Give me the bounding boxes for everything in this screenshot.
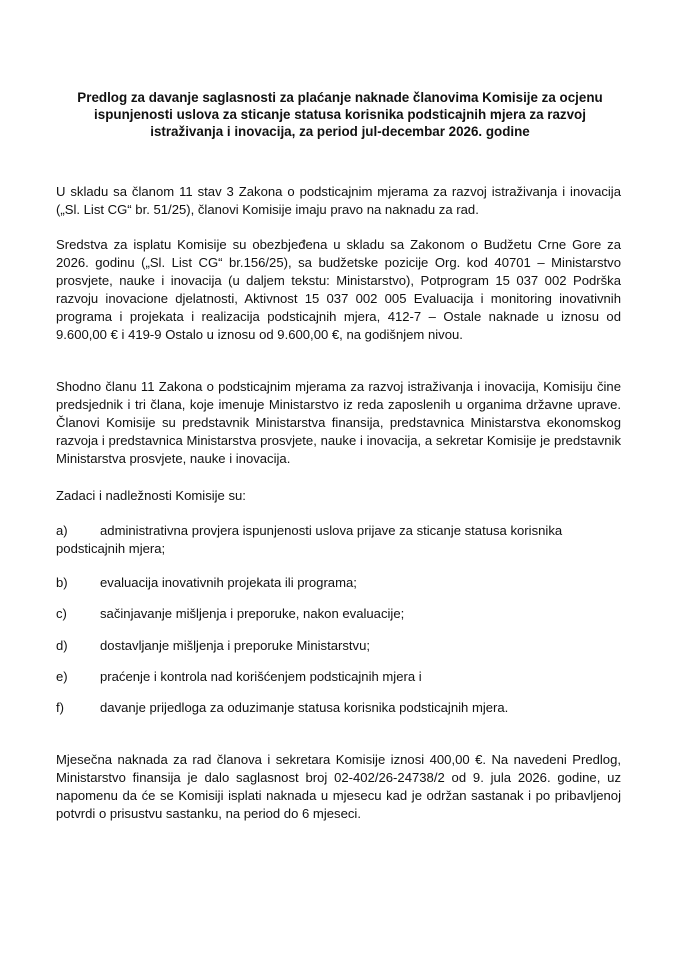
paragraph-funding: Sredstva za isplatu Komisije su obezbjeđena u skladu sa Zakonom o Budžetu Crne Gore za 2026. godinu („Sl. List CG“ br.156/25), sa budžetske pozicije Org. kod 40701 – Ministarstvo prosvjete, nauke i inovacija (u daljem tekstu: Ministarstvo), Potprogram 15 037 002 Podrška razvoju inovacione djelatnosti, Aktivnost 15 037 002 005 Evaluacija i monitoring inovativnih programa i projekata i realizacija podsticajnih mjera, 412-7 – Ostale naknade u iznosu od 9.600,00 € i 419-9 Ostalo u iznosu od 9.600,00 €, na godišnjem nivou. [56, 237, 621, 342]
list-item [56, 522, 621, 558]
list-item-text: dostavljanje mišljenja i preporuke Ministarstvu; [100, 638, 370, 653]
list-item-label: c) [56, 606, 67, 621]
list-item-text: praćenje i kontrola nad korišćenjem podsticajnih mjera i [100, 669, 422, 684]
list-item [56, 668, 621, 686]
list-item-text: davanje prijedloga za oduzimanje statusa korisnika podsticajnih mjera. [100, 700, 509, 715]
list-item-label: b) [56, 575, 68, 590]
list-item-label: f) [56, 700, 64, 715]
paragraph-legal-basis: U skladu sa članom 11 stav 3 Zakona o podsticajnim mjerama za razvoj istraživanja i inovacija („Sl. List CG“ br. 51/25), članovi Komisije imaju pravo na naknadu za rad. [56, 184, 621, 217]
list-item-text: evaluacija inovativnih projekata ili programa; [100, 575, 357, 590]
list-item [56, 574, 621, 592]
paragraph-tasks-intro: Zadaci i nadležnosti Komisije su: [56, 488, 246, 503]
list-item [56, 605, 621, 623]
list-item-label: d) [56, 638, 68, 653]
list-item [56, 699, 621, 717]
list-item-label: e) [56, 669, 68, 684]
list-item-text: sačinjavanje mišljenja i preporuke, nakon evaluacije; [100, 606, 405, 621]
list-item-text: administrativna provjera ispunjenosti uslova prijave za sticanje statusa korisnika podsticajnih mjera; [56, 523, 563, 556]
paragraph-composition: Shodno članu 11 Zakona o podsticajnim mjerama za razvoj istraživanja i inovacija, Komisiju čine predsjednik i tri člana, koje imenuje Ministarstvo iz reda zaposlenih u organima državne uprave. Članovi Komisije su predstavnik Ministarstva finansija, predstavnica Ministarstva ekonomskog razvoja i predstavnica Ministarstva prosvjete, nauke i inovacija, a sekretar Komisije je predstavnik Ministarstva prosvjete, nauke i inovacija. [56, 379, 621, 466]
list-item-label: a) [56, 523, 68, 538]
paragraph-compensation: Mjesečna naknada za rad članova i sekretara Komisije iznosi 400,00 €. Na navedeni Predlog, Ministarstvo finansija je dalo saglasnost broj 02-402/26-24738/2 od 9. jula 2026. godine, uz napomenu da će se Komisiji isplati naknada u mjesecu kad je održan sastanak i po pribavljenoj potvrdi o prisustvu sastanku, na period do 6 mjeseci. [56, 752, 621, 821]
list-item [56, 637, 621, 655]
document-title: Predlog za davanje saglasnosti za plaćanje naknade članovima Komisije za ocjenu ispunjenosti uslova za sticanje statusa korisnika podsticajnih mjera za razvoj istraživanja i inovacija, za period jul-decembar 2026. godine [77, 90, 603, 139]
